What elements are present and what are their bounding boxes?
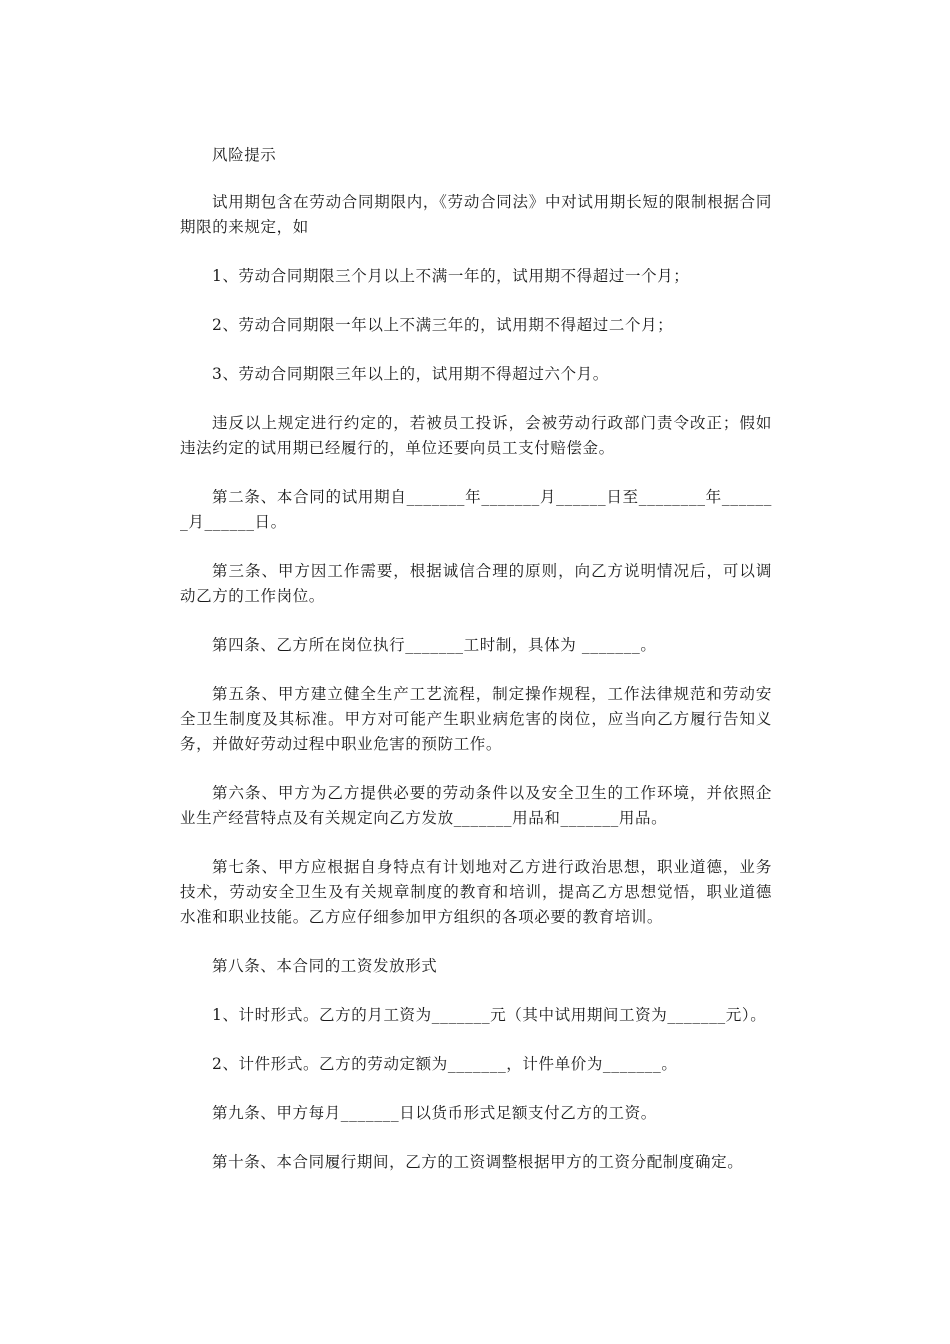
list-item-rule-2: 2、劳动合同期限一年以上不满三年的，试用期不得超过二个月； (212, 316, 674, 334)
document-page (180, 143, 772, 1199)
clause-article-4: 第四条、乙方所在岗位执行_______工时制，具体为 _______。 (212, 636, 657, 654)
clause-article-5: 第五条、甲方建立健全生产工艺流程，制定操作规程，工作法律规范和劳动安全卫生制度及其标准。甲方对可能产生职业病危害的岗位，应当向乙方履行告知义务，并做好劳动过程中职业危害的预防工作。 (180, 685, 772, 753)
clause-article-10: 第十条、本合同履行期间，乙方的工资调整根据甲方的工资分配制度确定。 (212, 1153, 744, 1171)
section-title-risk-notice: 风险提示 (212, 146, 277, 164)
clause-article-8-item-2: 2、计件形式。乙方的劳动定额为_______，计件单价为_______。 (212, 1055, 678, 1073)
clause-article-7: 第七条、甲方应根据自身特点有计划地对乙方进行政治思想，职业道德，业务技术，劳动安全卫生及有关规章制度的教育和培训，提高乙方思想觉悟，职业道德水准和职业技能。乙方应仔细参加甲方组织的各项必要的教育培训。 (180, 858, 772, 926)
paragraph-probation-intro: 试用期包含在劳动合同期限内，《劳动合同法》中对试用期长短的限制根据合同期限的来规定，如 (180, 193, 772, 236)
clause-article-2: 第二条、本合同的试用期自_______年_______月______日至________年_______月______日。 (180, 488, 772, 531)
clause-article-6: 第六条、甲方为乙方提供必要的劳动条件以及安全卫生的工作环境，并依照企业生产经营特点及有关规定向乙方发放_______用品和_______用品。 (180, 784, 772, 827)
clause-article-8: 第八条、本合同的工资发放形式 (212, 957, 438, 975)
clause-article-8-item-1: 1、计时形式。乙方的月工资为_______元（其中试用期间工资为_______元）。 (212, 1006, 767, 1024)
clause-article-9: 第九条、甲方每月_______日以货币形式足额支付乙方的工资。 (212, 1104, 657, 1122)
clause-article-3: 第三条、甲方因工作需要，根据诚信合理的原则，向乙方说明情况后，可以调动乙方的工作岗位。 (180, 562, 772, 605)
paragraph-violation-warning: 违反以上规定进行约定的，若被员工投诉，会被劳动行政部门责令改正；假如违法约定的试用期已经履行的，单位还要向员工支付赔偿金。 (180, 414, 772, 457)
list-item-rule-1: 1、劳动合同期限三个月以上不满一年的，试用期不得超过一个月； (212, 267, 690, 285)
list-item-rule-3: 3、劳动合同期限三年以上的，试用期不得超过六个月。 (212, 365, 609, 383)
